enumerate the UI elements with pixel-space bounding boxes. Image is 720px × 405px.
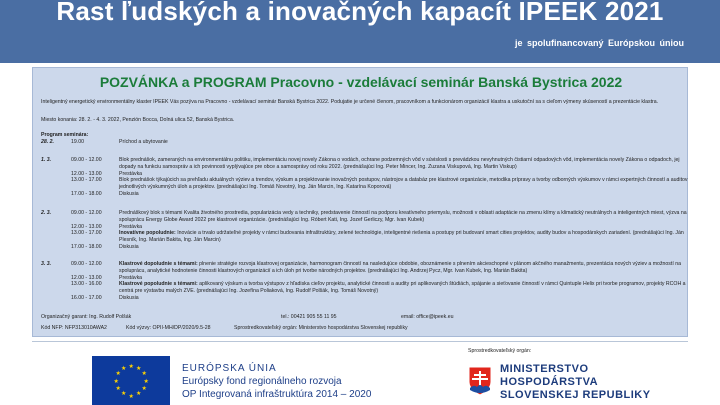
slovak-coat-of-arms-icon [468,366,492,396]
row-text: plnenie stratégie rozvoja klastrovej organizácie, harmonogram činností na nasledujúce obdobie, oboznámenie s plnením akcieschopné v plánom akčného manažmentu, prezentácia nových výziev a možností na spoluprácu, analytické hodnotenie činnosti klastrových organizácií a ich úloh pri tvorbe národných projektov. (prednášajúci Ing. Andrzej Pycz, Mgr. Ivan Kubek, Ing. Marián Bakita) [119,261,681,274]
program-day [41,210,689,251]
code-nfp: Kód NFP: NFP313010AWA2 [41,325,107,331]
eu-star-icon: ★ [121,365,127,372]
program-row [41,275,689,282]
row-text: Inovácie a trvalo udržateľné projekty v rámci budovania infraštruktúry, zelené technológie, inteligentné riešenia a postupy pri budovaní smart cities projektov, audity budov a hospodárskych zariadení. (prednášajúci Ing. Ján Plesník, Ing. Marián Bakita, Ing. Ján Marcin) [119,230,684,244]
day-date: 28. 2. [41,139,54,145]
program-row [41,191,689,198]
program-row [41,157,689,171]
program-heading: Program seminára: [41,132,89,138]
page-title: Rast ľudských a inovačných kapacít IPEEK 2021 [56,0,664,26]
eu-star-icon: ★ [115,371,121,377]
program-row [41,171,689,178]
organizer-email[interactable]: email: office@ipeek.eu [401,314,454,320]
program-row [41,295,689,302]
eu-star-icon: ★ [136,391,142,398]
program-row [41,139,689,146]
venue-text: Miesto konania: 28. 2. - 4. 3. 2022, Penzión Bocca, Dolná ulica 52, Banská Bystrica. [41,117,235,123]
row-text: Diskusia [119,294,139,301]
eu-name: EURÓPSKA ÚNIA [182,363,277,374]
row-time: 09.00 - 12.00 [71,210,102,216]
eu-star-icon: ★ [141,386,147,392]
row-text: Príchod a ubytovanie [119,139,168,145]
program-row [41,177,689,191]
organizer-phone: tel.: 00421 905 55 11 95 [281,314,337,320]
eu-star-icon: ★ [141,371,147,377]
row-time: 13.00 - 17.00 [71,177,102,184]
ministry-name [500,363,651,402]
day-date: 3. 3. [41,261,52,267]
program-row [41,210,689,224]
page-subtitle: je spolufinancovaný Európskou úniou [514,38,684,48]
intermediary-label: Sprostredkovateľský orgán: [468,348,532,354]
eu-star-icon: ★ [115,386,121,392]
program-row [41,261,689,275]
eu-fund-text [182,362,371,401]
row-text: Prestávka [119,170,143,177]
eu-star-icon: ★ [128,393,134,400]
row-text: Diskusia [119,190,139,197]
row-time: 17.00 - 18.00 [71,243,102,250]
row-text: Blok prednášok týkajúcich sa prehľadu aktuálnych výziev a trendov, výskum a projektovanie inovačných postupov, nástrojov a databáz pre klastrové organizácie, metodika prípravy a tvorby odborných výskumov v rámci expertných činností a auditov jednotlivých výskumných úloh a projektov. (prednášajúci Ing. Tomáš Novotný, Ing. Ján Marcin, Ing. Katarína Koporová) [119,177,688,191]
intermediary-body: Sprostredkovateľský orgán: Ministerstvo hospodárstva Slovenskej republiky [234,325,408,331]
eu-star-icon: ★ [136,365,142,372]
eu-star-icon: ★ [128,363,134,370]
footer-divider [32,341,688,342]
intro-text: Inteligentný energetický environmentálny klaster IPEEK Vás pozýva na Pracovno - vzdelávací seminár Banská Bystrica 2022. Podujatie je určené členom, pracovníkom a funkcionárom organizácií klastra a uskutoční sa s cieľom výmeny skúseností a prezentácie klastra. [41,99,659,105]
row-time: 16.00 - 17.00 [71,294,102,301]
row-time: 09.00 - 12.00 [71,261,102,267]
row-text: Prestávka [119,274,143,281]
row-bold: Klastrové dopoludnie s témami: [119,261,198,267]
program-row [41,281,689,295]
eu-program-name: OP Integrovaná infraštruktúra 2014 – 2020 [182,389,372,400]
row-text: Blok prednášok, zameraných na environmentálnu politiku, implementáciu novej novely Zákona o vodách, ochrane podzemných vôd v súvislosti s prevádzkou nevyhnutných čistiarní odpadových vôd, implementácia novely Zákona o odpadoch, jej dopady na funkciu samospráv a ich povinnosti vyplývajúce pre obce a samosprávy od roku 2022. (prednášajúci Ing. Peter Mincer, Ing. Zuzana Viskupová, Ing. Martin Viskup) [119,157,680,170]
ministry-line-2: HOSPODÁRSTVA [500,376,599,388]
eu-fund-name: Európsky fond regionálneho rozvoja [182,376,342,387]
day-date: 2. 3. [41,210,52,216]
program-row [41,230,689,244]
eu-star-icon: ★ [121,391,127,398]
program-day [41,157,689,198]
row-time: 12.00 - 13.00 [71,274,102,281]
eu-star-icon: ★ [113,378,119,385]
ministry-line-3: SLOVENSKEJ REPUBLIKY [500,389,651,401]
organizer-garant: Organizačný garant: Ing. Rudolf Polšák [41,314,132,320]
program-panel [32,67,688,337]
row-time: 13.00 - 17.00 [71,230,102,237]
row-bold: Klastrové popoludnie s témami: [119,281,198,288]
program-day [41,139,689,146]
code-call: Kód výzvy: OPII-MH/DP/2020/9.5-28 [126,325,211,331]
row-time: 19.00 [71,139,84,145]
ministry-line-1: MINISTERSTVO [500,363,589,375]
row-text: Prestávka [119,223,143,230]
row-time: 12.00 - 13.00 [71,170,102,177]
row-time: 13.00 - 16.00 [71,281,102,288]
invitation-title: POZVÁNKA a PROGRAM Pracovno - vzdelávací seminár Banská Bystrica 2022 [99,74,623,90]
program-row [41,244,689,251]
row-time: 17.00 - 18.00 [71,190,102,197]
day-date: 1. 3. [41,157,52,163]
row-text: Prednáškový blok s témami Kvalita životného prostredia, popularizácia vedy a techniky, predstavenie činností na podporu kreatívneho priemyslu, možnosti v oblasti adaptácie na zmenu klímy a klimatický neutrálnych a inteligentných miest, výzva na spoluprácu Energy Globe Award 2022 pre klastrové organizácie. (prednášajúci Ing. Róbert Kati, Ing. Jozef Gerliczy, Mgr. Ivan Kubek) [119,210,687,223]
program-row [41,224,689,231]
row-time: 12.00 - 13.00 [71,223,102,230]
eu-star-icon: ★ [143,378,149,385]
row-bold: Inovatívne popoludnie: [119,230,176,237]
row-time: 09.00 - 12.00 [71,157,102,163]
header-banner [0,0,720,63]
row-text: Diskusia [119,243,139,250]
program-day [41,261,689,302]
eu-flag-logo [92,356,170,405]
row-text: aplikovaný výskum a tvorba výstupov z hľadiska cieľov projektu, analytické činnosti a audity pri aplikovaných štúdiách, spájanie a sieťovanie činností v rámci Quintuple Helix pri tvorbe programov, projekty RCOH a centrá pre výstavbu malých ZVE. (prednášajúci Ing. Jozefína Poliaková, Ing. Rudolf Polšák, Ing. Tomáš Novotný) [119,281,686,295]
